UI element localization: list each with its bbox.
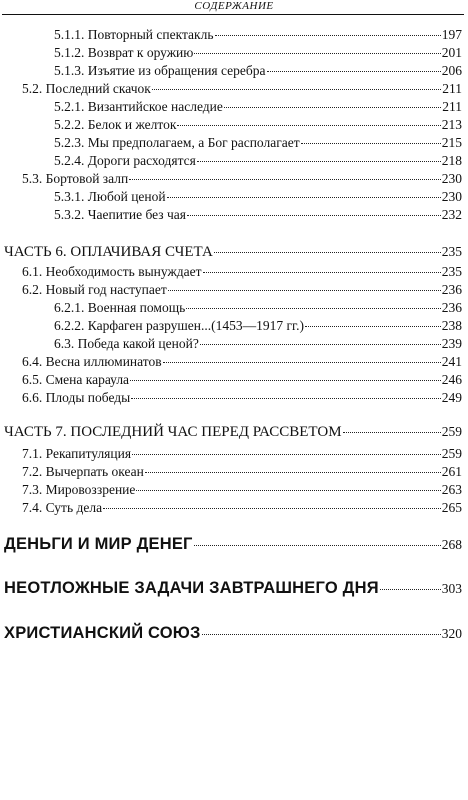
- toc-page-number: 218: [441, 153, 462, 168]
- toc-entry[interactable]: [22, 481, 462, 499]
- toc-entry[interactable]: [22, 263, 462, 281]
- toc-page-number: 236: [441, 282, 462, 297]
- header-rule: [2, 14, 464, 15]
- toc-part-heading[interactable]: [4, 422, 462, 442]
- toc-page-number: 236: [441, 300, 462, 315]
- toc-title: НЕОТЛОЖНЫЕ ЗАДАЧИ ЗАВТРАШНЕГО ДНЯ: [4, 579, 379, 597]
- dot-leader: [200, 344, 441, 345]
- toc-title: 7.4. Суть дела: [22, 500, 103, 515]
- toc-title: 5.3. Бортовой залп: [22, 171, 129, 186]
- toc-page-number: 230: [441, 171, 462, 186]
- toc-title: 6.2.1. Военная помощь: [54, 300, 186, 315]
- toc-entry[interactable]: [54, 206, 462, 224]
- toc-title: 5.3.2. Чаепитие без чая: [54, 207, 186, 222]
- toc-page-number: 246: [441, 372, 462, 387]
- toc-title: 7.1. Рекапитуляция: [22, 446, 132, 461]
- dot-leader: [145, 472, 441, 473]
- toc-title: 6.6. Плоды победы: [22, 390, 131, 405]
- dot-leader: [163, 362, 441, 363]
- toc-title: 5.2. Последний скачок: [22, 81, 151, 96]
- toc-entry[interactable]: [22, 170, 462, 188]
- dot-leader: [132, 454, 441, 455]
- toc-title: 6.5. Смена караула: [22, 372, 130, 387]
- toc-title: 5.1.1. Повторный спектакль: [54, 27, 214, 42]
- toc-entry[interactable]: [54, 26, 462, 44]
- toc-entry[interactable]: [54, 134, 462, 152]
- dot-leader: [214, 252, 441, 253]
- toc-page-number: 239: [441, 336, 462, 351]
- dot-leader: [305, 326, 441, 327]
- toc-main-heading[interactable]: [4, 577, 462, 600]
- toc-entry[interactable]: [54, 116, 462, 134]
- dot-leader: [168, 290, 441, 291]
- dot-leader: [186, 308, 441, 309]
- toc-page-number: 259: [441, 446, 462, 461]
- toc-page-number: 259: [441, 424, 462, 439]
- toc-title: 5.2.3. Мы предполагаем, а Бог располагает: [54, 135, 300, 150]
- toc-entry[interactable]: [22, 371, 462, 389]
- dot-leader: [380, 589, 441, 590]
- toc-title: 6.2.2. Карфаген разрушен...(1453—1917 гг.): [54, 318, 304, 333]
- dot-leader: [343, 432, 441, 433]
- dot-leader: [136, 490, 440, 491]
- toc-entry[interactable]: [22, 353, 462, 371]
- toc-page-number: 263: [441, 482, 462, 497]
- toc-title: ХРИСТИАНСКИЙ СОЮЗ: [4, 624, 201, 642]
- toc-entry[interactable]: [22, 80, 462, 98]
- toc-page-number: 241: [441, 354, 462, 369]
- toc-entry[interactable]: [22, 463, 462, 481]
- toc-entry[interactable]: [22, 389, 462, 407]
- toc-entry[interactable]: [54, 62, 462, 80]
- toc-entry[interactable]: [54, 317, 462, 335]
- toc-page-number: 268: [441, 537, 462, 552]
- toc-title: 6.4. Весна иллюминатов: [22, 354, 162, 369]
- toc-title: 6.1. Необходимость вынуждает: [22, 264, 202, 279]
- toc-page-number: 265: [441, 500, 462, 515]
- dot-leader: [194, 53, 440, 54]
- dot-leader: [177, 125, 440, 126]
- toc-title: 5.2.1. Византийское наследие: [54, 99, 223, 114]
- toc-entry[interactable]: [54, 152, 462, 170]
- toc-entry[interactable]: [54, 299, 462, 317]
- toc-page-number: 232: [441, 207, 462, 222]
- dot-leader: [187, 215, 441, 216]
- toc-page-number: 230: [441, 189, 462, 204]
- dot-leader: [167, 197, 441, 198]
- toc-entry[interactable]: [54, 335, 462, 353]
- toc-title: 7.3. Мировоззрение: [22, 482, 136, 497]
- toc-page-number: 211: [442, 81, 462, 96]
- toc-title: 6.2. Новый год наступает: [22, 282, 167, 297]
- dot-leader: [131, 398, 441, 399]
- toc-title: 5.2.2. Белок и желток: [54, 117, 177, 132]
- dot-leader: [202, 634, 441, 635]
- toc-entry[interactable]: [54, 98, 462, 116]
- toc-page-number: 201: [441, 45, 462, 60]
- toc-title: 5.3.1. Любой ценой: [54, 189, 166, 204]
- dot-leader: [224, 107, 441, 108]
- toc-title: ДЕНЬГИ И МИР ДЕНЕГ: [4, 535, 193, 553]
- dot-leader: [197, 161, 441, 162]
- toc-title: ЧАСТЬ 7. ПОСЛЕДНИЙ ЧАС ПЕРЕД РАССВЕТОМ: [4, 424, 342, 440]
- toc-page-number: 235: [441, 264, 462, 279]
- toc-entry[interactable]: [54, 44, 462, 62]
- toc-main-heading[interactable]: [4, 622, 462, 645]
- dot-leader: [130, 380, 441, 381]
- toc-page-number: 261: [441, 464, 462, 479]
- toc-title: 7.2. Вычерпать океан: [22, 464, 144, 479]
- dot-leader: [129, 179, 441, 180]
- toc-title: 5.1.3. Изъятие из обращения серебра: [54, 63, 266, 78]
- toc-page-number: 213: [441, 117, 462, 132]
- toc-entry[interactable]: [22, 281, 462, 299]
- dot-leader: [301, 143, 441, 144]
- toc-page-number: 238: [441, 318, 462, 333]
- toc-title: 5.1.2. Возврат к оружию: [54, 45, 194, 60]
- toc-page-number: 249: [441, 390, 462, 405]
- toc-page-number: 303: [441, 581, 462, 596]
- toc-part-heading[interactable]: [4, 242, 462, 262]
- toc-entry[interactable]: [22, 499, 462, 517]
- dot-leader: [103, 508, 441, 509]
- toc-main-heading[interactable]: [4, 533, 462, 556]
- dot-leader: [152, 89, 441, 90]
- toc-title: 6.3. Победа какой ценой?: [54, 336, 199, 351]
- toc-page-number: 215: [441, 135, 462, 150]
- dot-leader: [215, 35, 441, 36]
- toc-entry[interactable]: [54, 188, 462, 206]
- dot-leader: [267, 71, 441, 72]
- toc-title: 5.2.4. Дороги расходятся: [54, 153, 196, 168]
- toc-page-number: 211: [442, 99, 462, 114]
- dot-leader: [194, 545, 441, 546]
- toc-page-number: 235: [441, 244, 462, 259]
- toc-entry[interactable]: [22, 445, 462, 463]
- toc-page-number: 320: [441, 626, 462, 641]
- toc-title: ЧАСТЬ 6. ОПЛАЧИВАЯ СЧЕТА: [4, 244, 213, 260]
- toc-page-number: 206: [441, 63, 462, 78]
- toc-page-number: 197: [441, 27, 462, 42]
- dot-leader: [203, 272, 441, 273]
- running-head: СОДЕРЖАНИЕ: [194, 0, 274, 12]
